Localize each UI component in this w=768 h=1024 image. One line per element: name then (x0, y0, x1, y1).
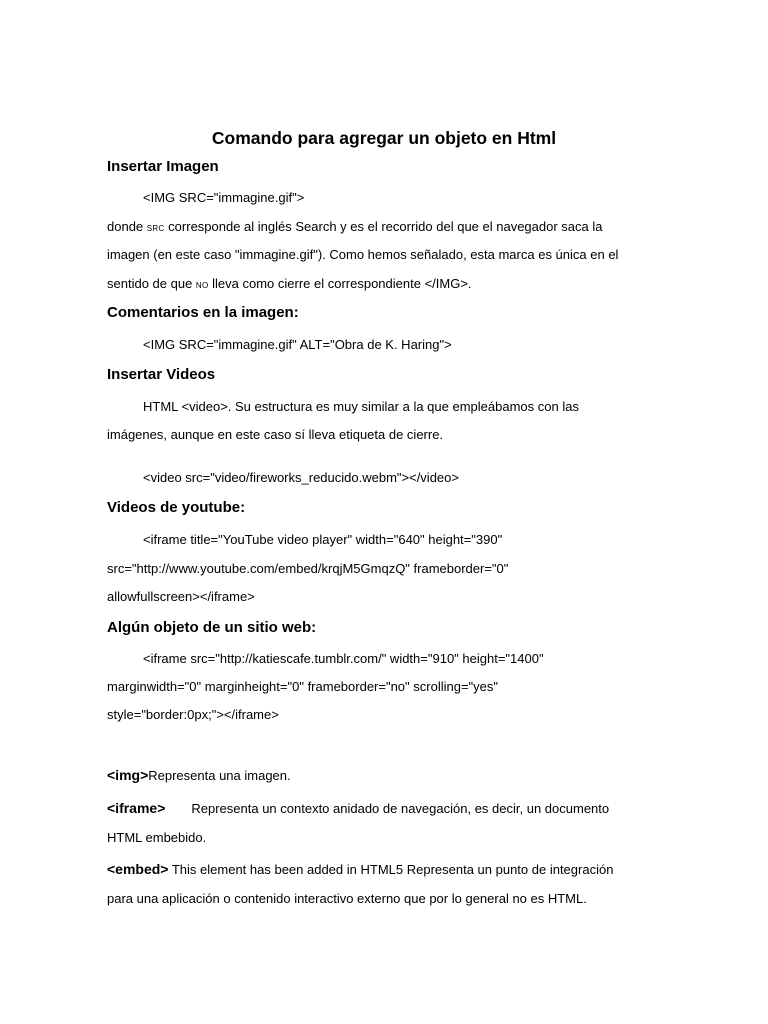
code-video: <video src="video/fireworks_reducido.webm"></video> (143, 470, 459, 485)
code-line: marginwidth="0" marginheight="0" frameborder="no" scrolling="yes" (107, 679, 499, 694)
tag-name: <embed> (107, 861, 169, 877)
text: sentido de que (107, 276, 196, 291)
tag-name: <iframe> (107, 800, 166, 816)
definition-text: This element has been added in HTML5 Representa un punto de integración (168, 862, 614, 877)
text: lleva como cierre el correspondiente </IMG>. (208, 276, 472, 291)
code-img: <IMG SRC="immagine.gif"> (143, 190, 305, 205)
text: corresponde al inglés Search y es el recorrido del que el navegador saca la (164, 219, 603, 234)
code-line: src="http://www.youtube.com/embed/krqjM5GmqzQ" frameborder="0" (107, 561, 509, 576)
definition-embed (107, 860, 613, 879)
heading-insertar-videos: Insertar Videos (107, 366, 216, 383)
heading-comentarios: Comentarios en la imagen: (107, 304, 299, 321)
definition-img (107, 766, 291, 785)
paragraph-line: imagen (en este caso "immagine.gif"). Como hemos señalado, esta marca es única en el (107, 247, 619, 262)
page-title: Comando para agregar un objeto en Html (211, 128, 557, 148)
definition-text: Representa un contexto anidado de navegación, es decir, un documento (191, 801, 610, 816)
paragraph-line (107, 275, 472, 295)
tag-name: <img> (107, 767, 149, 783)
heading-videos-youtube: Videos de youtube: (107, 499, 246, 516)
definition-text: Representa una imagen. (148, 768, 291, 783)
small-caps-text: NO (195, 281, 209, 290)
paragraph-line: imágenes, aunque en este caso sí lleva etiqueta de cierre. (107, 427, 444, 442)
code-line: allowfullscreen></iframe> (107, 589, 255, 604)
definition-iframe (107, 799, 609, 818)
heading-objeto-sitio-web: Algún objeto de un sitio web: (107, 619, 317, 636)
small-caps-text: SRC (146, 224, 165, 233)
paragraph-line: para una aplicación o contenido interactivo externo que por lo general no es HTML. (107, 891, 587, 906)
paragraph-line: HTML embebido. (107, 830, 207, 845)
paragraph-line: HTML <video>. Su estructura es muy similar a la que empleábamos con las (143, 399, 579, 414)
code-line: <iframe src="http://katiescafe.tumblr.com/" width="910" height="1400" (143, 651, 544, 666)
text: donde (107, 219, 147, 234)
code-line: <iframe title="YouTube video player" width="640" height="390" (143, 532, 503, 547)
code-img-alt: <IMG SRC="immagine.gif" ALT="Obra de K. Haring"> (143, 337, 452, 352)
heading-insertar-imagen: Insertar Imagen (107, 158, 219, 175)
paragraph-line (107, 218, 603, 238)
code-line: style="border:0px;"></iframe> (107, 707, 279, 722)
